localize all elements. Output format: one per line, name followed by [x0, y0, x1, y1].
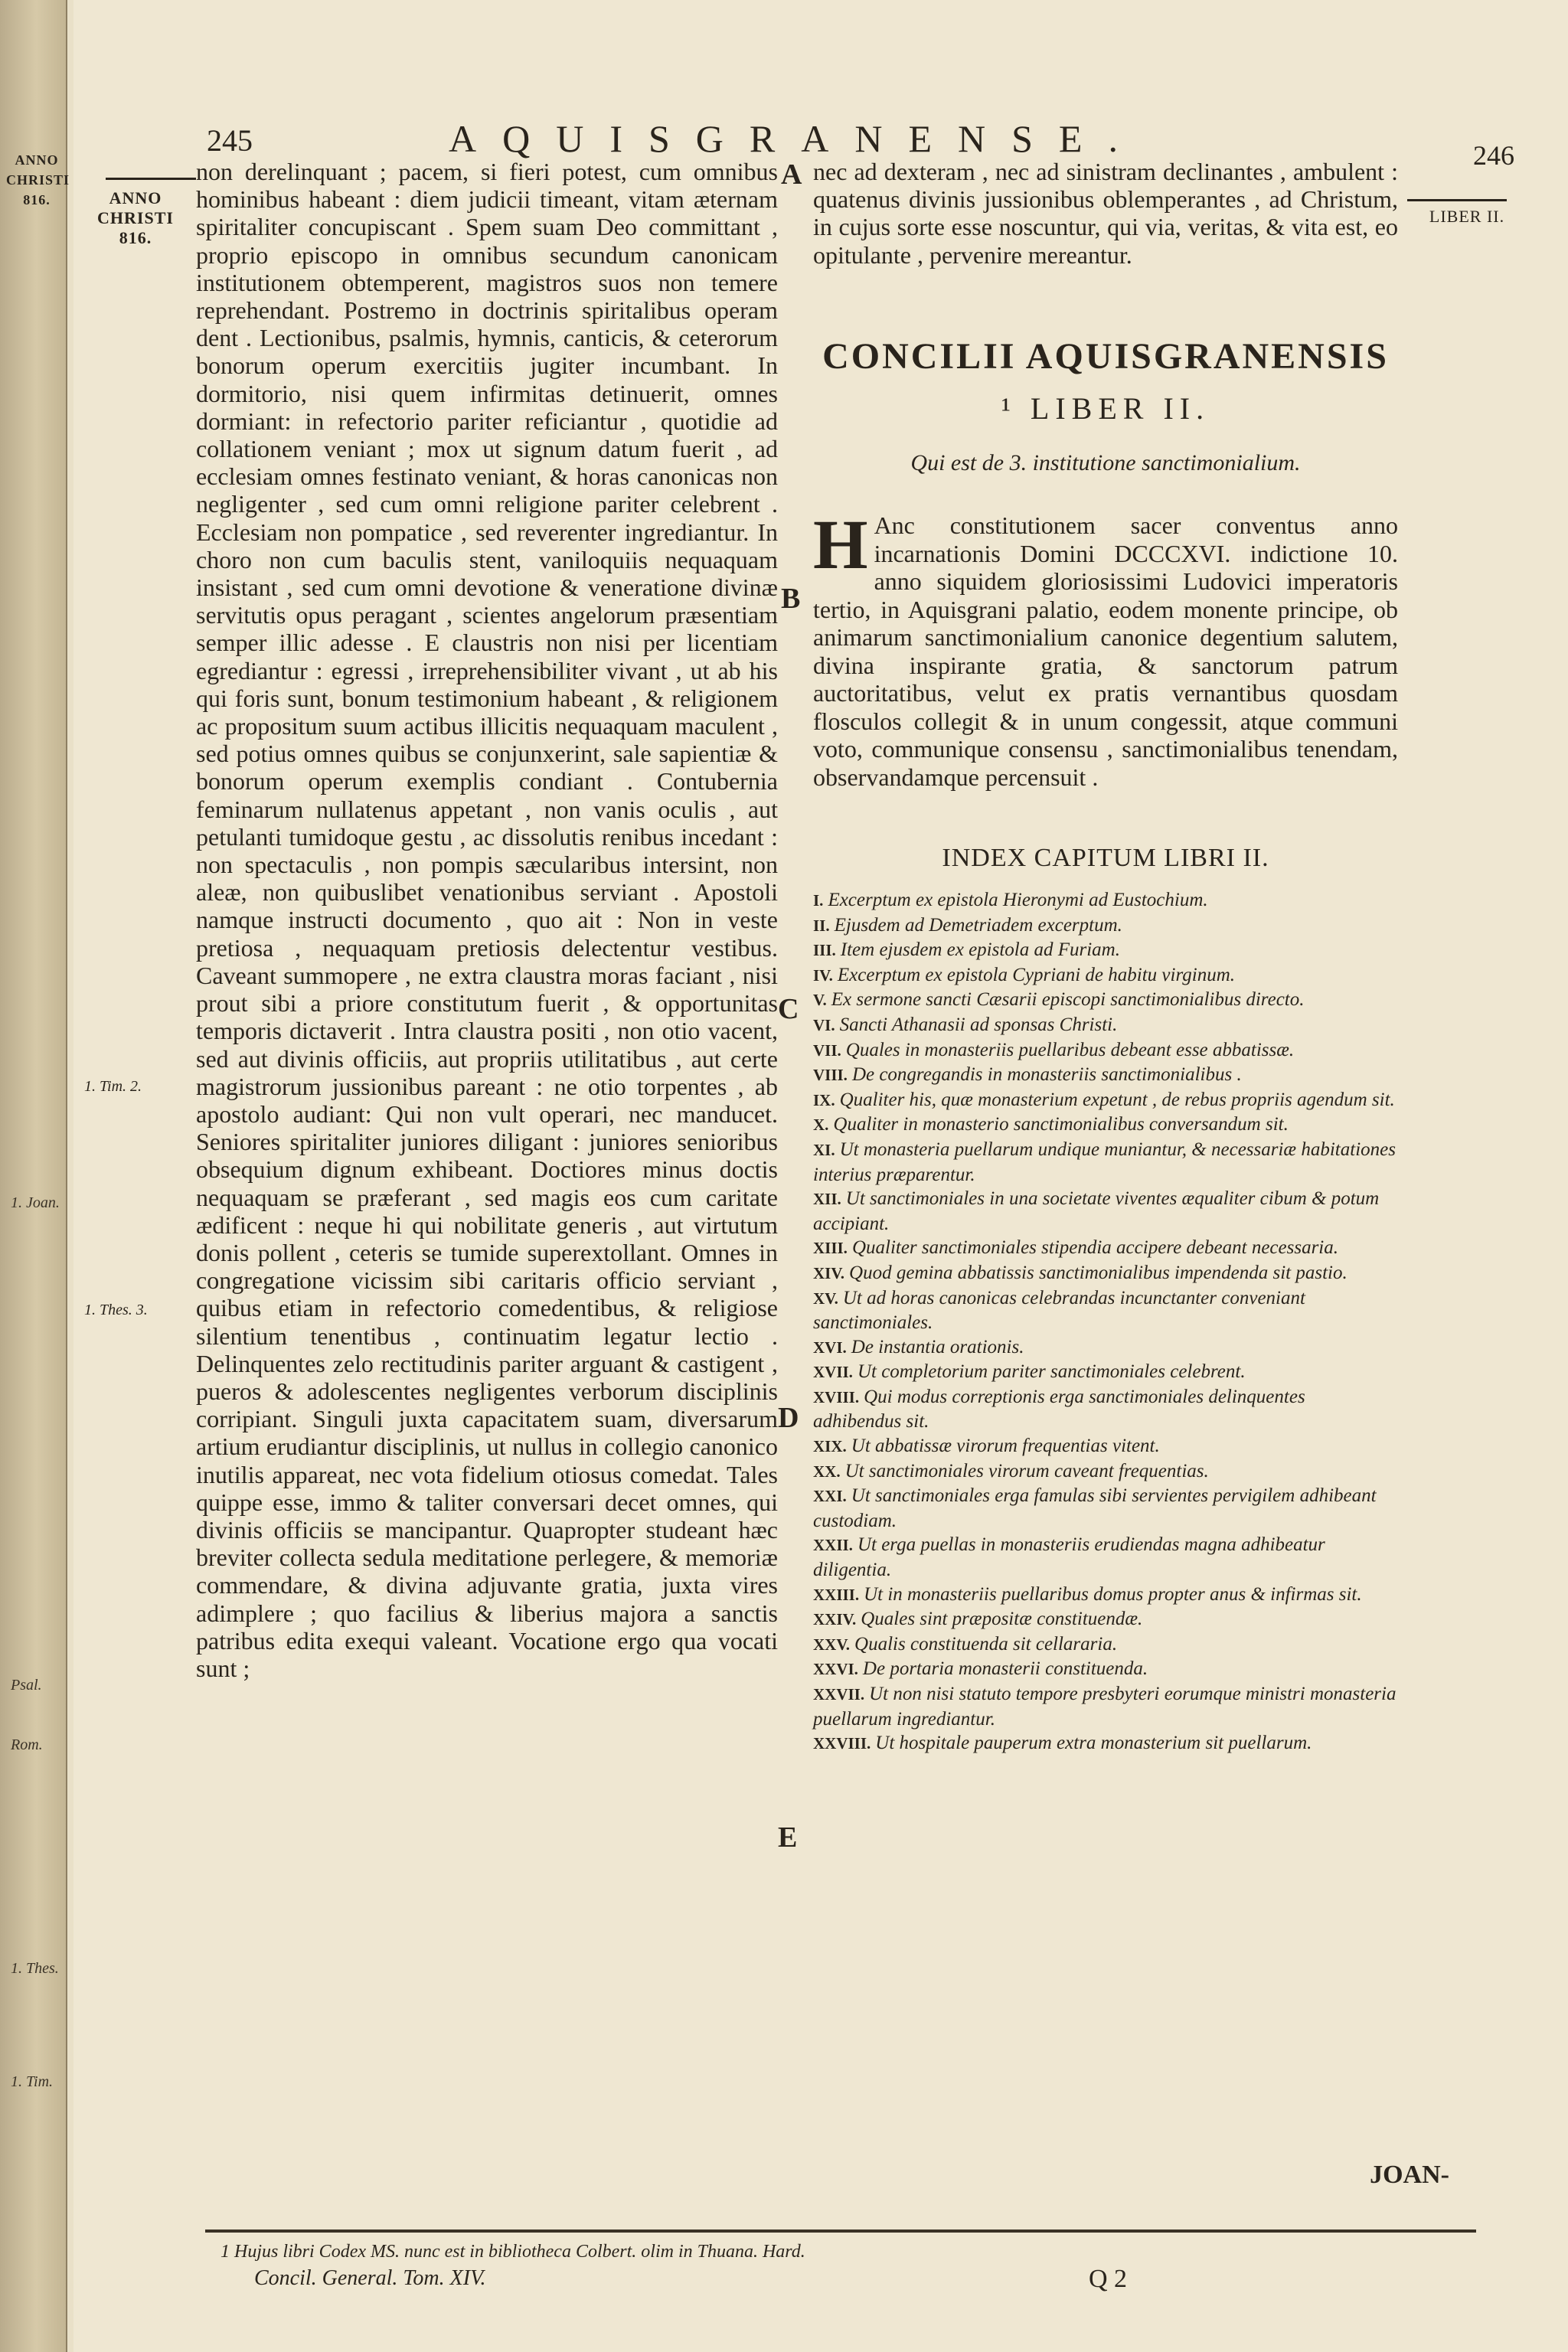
- index-item: [813, 1063, 1398, 1088]
- index-item-number: VIII.: [813, 1066, 848, 1085]
- chapter-index: [813, 888, 1398, 1756]
- gutter-anno-note: ANNO CHRISTI 816.: [6, 152, 70, 207]
- index-item-text: Qualis constituenda sit cellararia.: [854, 1633, 1118, 1655]
- index-item-number: XV.: [813, 1289, 838, 1308]
- index-item-text: Qui modus correptionis erga sanctimoniales delinquentes adhibendus sit.: [813, 1386, 1305, 1432]
- index-item-number: XXIV.: [813, 1610, 857, 1629]
- index-item: [813, 1484, 1398, 1533]
- index-item-number: V.: [813, 991, 827, 1010]
- index-item-text: Ut ad horas canonicas celebrandas incunctanter conveniant sanctimoniales.: [813, 1287, 1305, 1334]
- right-text-top: nec ad dexteram , nec ad sinistram declinantes , ambulent : quatenus divinis jussionibus oblemperantes , ad Christum, in cujus sorte esse noscuntur, qui via, veritas, & vita est, eo opitulante , pervenire mereantur.: [813, 158, 1398, 269]
- index-item: [813, 1038, 1398, 1063]
- index-item-number: VII.: [813, 1040, 841, 1060]
- index-item-number: X.: [813, 1116, 829, 1135]
- index-item: [813, 938, 1398, 963]
- index-item: [813, 1731, 1398, 1756]
- margin-rule-right: [1407, 199, 1507, 201]
- index-item: [813, 1138, 1398, 1187]
- index-item-text: Quod gemina abbatissis sanctimonialibus impendenda sit pastio.: [849, 1262, 1348, 1283]
- section-letter: A: [781, 158, 802, 191]
- section-letter: B: [781, 583, 801, 615]
- index-item-text: Qualiter sanctimoniales stipendia accipere debeant necessaria.: [851, 1237, 1338, 1259]
- index-item: [813, 1657, 1398, 1682]
- index-item-number: III.: [813, 941, 836, 960]
- index-item-number: XXVIII.: [813, 1734, 871, 1753]
- catchword: JOAN-: [1370, 2161, 1449, 2189]
- index-item-number: IV.: [813, 965, 833, 985]
- index-item-number: XIV.: [813, 1263, 845, 1282]
- index-item-text: Ut hospitale pauperum extra monasterium sit puellarum.: [875, 1733, 1312, 1754]
- index-item-number: XVII.: [813, 1363, 853, 1382]
- index-item-text: Ut non nisi statuto tempore presbyteri eorumque ministri monasteria puellarum ingrediantur.: [813, 1684, 1396, 1730]
- index-item: [813, 913, 1398, 939]
- index-item: [813, 1632, 1398, 1658]
- margin-citation: 1. Thes. 3.: [84, 1302, 148, 1318]
- footnote-rule: [205, 2230, 1476, 2233]
- footnote: 1 Hujus libri Codex MS. nunc est in bibliotheca Colbert. olim in Thuana. Hard.: [220, 2242, 805, 2262]
- index-item-text: Qualiter in monasterio sanctimonialibus conversandum sit.: [833, 1114, 1289, 1135]
- index-item-text: Ut erga puellas in monasteriis erudiendas magna adhibeatur diligentia.: [813, 1534, 1325, 1581]
- index-item: [813, 1261, 1398, 1286]
- index-item: [813, 1533, 1398, 1582]
- index-item-text: De portaria monasterii constituenda.: [862, 1658, 1148, 1680]
- index-item-text: Ut sanctimoniales erga famulas sibi servientes pervigilem adhibeant custodiam.: [813, 1485, 1377, 1531]
- anno-christi-note: ANNO CHRISTI 816.: [97, 188, 174, 247]
- index-item-number: II.: [813, 916, 830, 935]
- index-item-number: I.: [813, 891, 824, 910]
- section-letter: E: [778, 1821, 798, 1854]
- index-item: [813, 1286, 1398, 1335]
- drop-cap: H: [813, 505, 868, 583]
- volume-signature: Concil. General. Tom. XIV.: [254, 2266, 486, 2290]
- index-item-text: De congregandis in monasteriis sanctimonialibus .: [851, 1064, 1242, 1086]
- index-item: [813, 1187, 1398, 1236]
- intro-paragraph: [813, 505, 1398, 791]
- gutter-citation: Psal.: [11, 1677, 42, 1694]
- margin-citation: 1. Tim. 2.: [84, 1078, 142, 1095]
- index-item-number: XXVII.: [813, 1685, 865, 1704]
- index-item-text: Ejusdem ad Demetriadem excerptum.: [834, 914, 1122, 936]
- index-item: [813, 988, 1398, 1013]
- index-item: [813, 1360, 1398, 1385]
- book-heading: ¹ LIBER II.: [1001, 391, 1210, 426]
- index-item: [813, 1459, 1398, 1485]
- index-item-text: Ut in monasteriis puellaribus domus propter anus & infirmas sit.: [864, 1583, 1362, 1605]
- index-item-text: Excerptum ex epistola Hieronymi ad Eustochium.: [828, 890, 1208, 910]
- liber-margin-note: LIBER II.: [1429, 207, 1505, 226]
- index-item: [813, 1013, 1398, 1038]
- index-item-number: XXI.: [813, 1487, 847, 1506]
- council-heading: CONCILII AQUISGRANENSIS: [822, 336, 1389, 377]
- index-item: [813, 1607, 1398, 1632]
- index-item-number: XX.: [813, 1462, 841, 1481]
- index-item-text: Item ejusdem ex epistola ad Furiam.: [840, 939, 1120, 961]
- index-item: [813, 1682, 1398, 1731]
- index-item-text: Quales in monasteriis puellaribus debeant esse abbatissæ.: [845, 1039, 1295, 1060]
- index-item-text: Excerptum ex epistola Cypriani de habitu virginum.: [837, 964, 1236, 985]
- index-heading: INDEX CAPITUM LIBRI II.: [942, 844, 1269, 872]
- index-item-text: Ut sanctimoniales virorum caveant frequentias.: [844, 1460, 1209, 1481]
- page-number-right: 246: [1473, 140, 1514, 171]
- index-item: [813, 1583, 1398, 1608]
- index-item-number: XXIII.: [813, 1585, 860, 1604]
- index-item: [813, 1385, 1398, 1434]
- index-item-text: Quales sint præpositæ constituendæ.: [861, 1609, 1143, 1630]
- section-letter: D: [778, 1402, 799, 1434]
- index-item-number: XII.: [813, 1190, 841, 1209]
- index-item: [813, 963, 1398, 988]
- index-item-number: XVI.: [813, 1338, 847, 1357]
- index-item-text: De instantia orationis.: [851, 1336, 1024, 1357]
- book-gutter: [0, 0, 70, 2352]
- index-item-text: Qualiter his, quæ monasterium expetunt , de rebus propriis agendum sit.: [839, 1089, 1395, 1110]
- index-item-number: IX.: [813, 1090, 835, 1109]
- page-number-left: 245: [207, 123, 253, 158]
- index-item-text: Ut completorium pariter sanctimoniales celebrent.: [857, 1361, 1246, 1383]
- index-item: [813, 1088, 1398, 1113]
- gutter-citation: Rom.: [11, 1736, 43, 1753]
- index-item-text: Ut monasteria puellarum undique muniantur, & necessariæ habitationes interius præparentur.: [813, 1138, 1396, 1185]
- gathering-mark: Q 2: [1089, 2265, 1128, 2293]
- running-title: AQUISGRANENSE.: [449, 117, 1144, 160]
- index-item: [813, 1335, 1398, 1361]
- section-letter: C: [778, 993, 799, 1025]
- index-item-number: XIX.: [813, 1437, 847, 1456]
- index-item-text: Ut sanctimoniales in una societate viventes æqualiter cibum & potum accipiant.: [813, 1188, 1380, 1234]
- index-item: [813, 1434, 1398, 1459]
- intro-text: Anc constitutionem sacer conventus anno incarnationis Domini DCCCXVI. indictione 10. anno siquidem gloriosissimi Ludovici imperatoris tertio, in Aquisgrani palatio, eodem monente principe, ob animarum sanctimonialium canonice degentium salutem, divina inspirante gratia, & sanctorum patrum auctoritatibus, velut ex pratis vernantibus quosdam flosculos collegit & in unum congessit, atque communi voto, communique consensu , sanctimonialibus tenendam, observandamque percensuit .: [813, 511, 1398, 791]
- index-item-number: XXV.: [813, 1635, 851, 1654]
- index-item-text: Ut abbatissæ virorum frequentias vitent.: [851, 1436, 1160, 1457]
- index-item-text: Ex sermone sancti Cæsarii episcopi sanctimonialibus directo.: [831, 989, 1305, 1011]
- index-item-number: XXII.: [813, 1536, 853, 1555]
- left-text-column: non derelinquant ; pacem, si fieri potest, cum omnibus hominibus habeant : diem judicii timeant, vitam æternam spiritaliter concupiscant . Spem suam Deo committant , proprio episcopo in omnibus secundum canonicam institutionem obtemperent, magistros suos non temere reprehendant. Postremo in doctrinis spiritalibus operam dent . Lectionibus, psalmis, hymnis, canticis, & ceterorum bonorum operum exercitiis jugiter incumbant. In dormitorio, nisi quem infirmitas detinuerit, omnes dormiant: in refectorio pariter reficiantur , quotidie ad collationem veniant ; mox ut signum datum fuerit , ad ecclesiam omnes festinato veniant, & horas canonicas non negligenter , sed cum omni religione pariter celebrent . Ecclesiam non pompatice , sed reverenter ingrediantur. In choro non cum baculis stent, vaniloquiis nequaquam insistant , sed cum omni devotione & veneratione divinæ servitutis opus peragant , scientes angelorum præsentiam semper illic adesse . E claustris non nisi per licentiam egrediantur : egressi , irreprehensibiliter vivant , ut ab his qui foris sunt, bonum testimonium habeant , & religionem ac propositum suum actibus illicitis nequaquam maculent , sed potius omnes quibus se conjunxerint, sale sapientiæ & bonorum operum exemplis condiant . Contubernia feminarum nullatenus appetant , non vanis oculis , aut petulanti tumidoque gestu , ac dissolutis renibus incedant : non spectaculis , non pompis sæcularibus intersint, non aleæ, non quibuslibet venationibus serviant . Apostoli namque instructi documento , quo ait : Non in veste pretiosa , nequaquam pretiosis delectentur vestibus. Caveant summopere , ne extra claustra moras faciant , nisi prout sibi a priore constitutum fuerit , & opportunitas temporis dictaverit . Intra claustra positi , non otio vacent, sed aut divinis officiis, aut propriis utilitatibus , aut certe magistrorum jussionibus pareant : ne otio torpentes , ab apostolo audiant: Qui non vult operari, nec manducet. Seniores spiritaliter juniores diligant : juniores senioribus obsequium dignum exhibeant. Doctiores minus doctis nequaquam se præferant , sed magis eos cum caritate ædificent : neque hi qui nobilitate generis , aut virtutum donis pollent , ceteris se tumide superextollant. Omnes in congregatione vicissim sibi caritaris officio serviant , quibus etiam in refectorio comedentibus, & religiose silentium tenentibus , continuatim legatur lectio . Delinquentes zelo rectitudinis pariter arguant & castigent , pueros & adolescentes negligentes verborum disciplinis corripiant. Singuli juxta capacitatem suam, diversarum artium erudiantur disciplinis, ut nullus in collegio canonico inutilis appareat, nec vota fidelium otiosus comedat. Tales quippe esse, immo & taliter conversari decet omnes, qui divinis officiis se mancipantur. Quapropter studeant hæc breviter collecta sedula meditatione perlegere, & memoriæ commendare, & divina adjuvante gratia, juxta vires adimplere ; quo facilius & liberius majora a sanctis patribus edita exequi valeant. Vocatione ergo qua vocati sunt ;: [196, 158, 778, 1682]
- gutter-citation: 1. Thes.: [11, 1960, 59, 1977]
- index-item: [813, 1236, 1398, 1261]
- index-item-number: XI.: [813, 1140, 835, 1159]
- index-item-number: XIII.: [813, 1239, 848, 1258]
- index-item-number: VI.: [813, 1015, 835, 1034]
- index-item-number: XXVI.: [813, 1660, 858, 1679]
- index-item: [813, 1112, 1398, 1138]
- gutter-citation: 1. Joan.: [11, 1194, 60, 1211]
- margin-rule-left: [106, 178, 196, 180]
- book-subtitle: Qui est de 3. institutione sanctimonialium.: [910, 450, 1301, 475]
- index-item: [813, 888, 1398, 913]
- gutter-citation: 1. Tim.: [11, 2073, 54, 2090]
- index-item-number: XVIII.: [813, 1387, 860, 1406]
- index-item-text: Sancti Athanasii ad sponsas Christi.: [839, 1014, 1118, 1035]
